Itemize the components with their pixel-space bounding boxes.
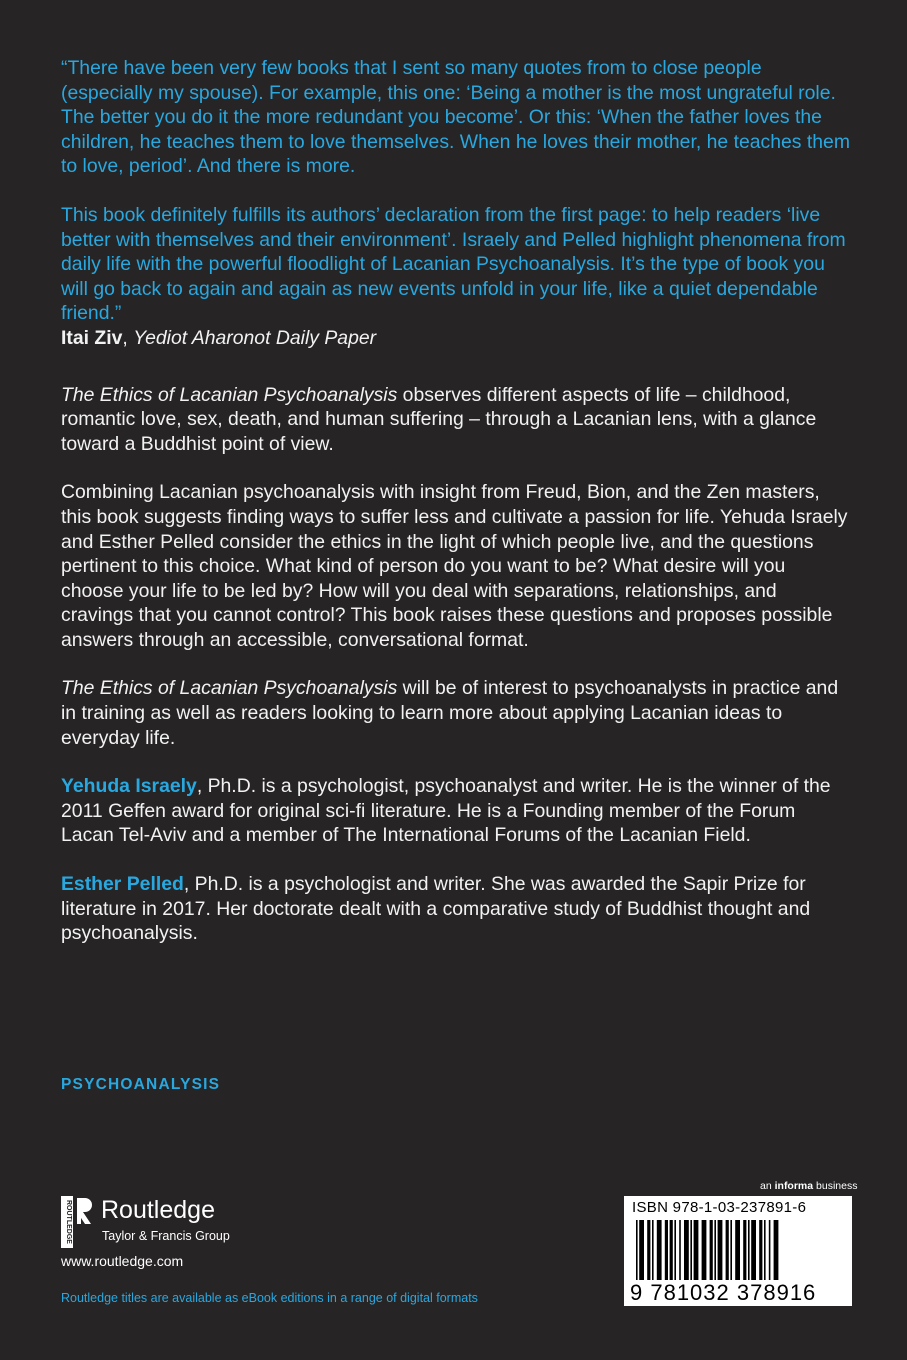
routledge-mark-text: ROUTLEDGE <box>65 1200 72 1244</box>
barcode-bar <box>636 1220 638 1280</box>
author-bio-text: , Ph.D. is a psychologist and writer. She was awarded the Sapir Prize for literature in 2017. Her doctorate dealt with a comparative study of Buddhist thought and psychoanalysis. <box>61 873 811 945</box>
book-title: The Ethics of Lacanian Psychoanalysis <box>61 677 398 700</box>
author-name: Esther Pelled <box>61 873 184 896</box>
barcode-bar <box>674 1220 676 1280</box>
barcode-bar <box>684 1220 689 1280</box>
barcode-bar <box>665 1220 668 1280</box>
barcode-bar <box>652 1220 654 1280</box>
barcode-bar <box>679 1220 681 1280</box>
barcode-bar <box>647 1220 650 1280</box>
description-paragraph-2: Combining Lacanian psychoanalysis with insight from Freud, Bion, and the Zen masters, this book suggests finding ways to suffer less and cultivate a passion for life. Yehuda Israely and Esther Pelled consider the ethics in the light of which people live, and the questions pertinent to this choice. What kind of person do you want to be? What desire will you choose your life to be led by? How will you deal with separations, relationships, and cravings that you cannot control? This book raises these questions and proposes possible answers through an accessible, conversational format. <box>61 481 848 651</box>
description-text: will be of interest to psychoanalysts in practice and in training as well as readers looking to learn more about applying Lacanian ideas to everyday life. <box>61 677 839 749</box>
review-quote-paragraph-2: This book definitely fulfills its authors’ declaration from the first page: to help readers ‘live better with themselves and their environment’. Israely and Pelled highlight phenomena from daily life with the powerful floodlight of Lacanian Psychoanalysis. It’s the type of book you will go back to again and again as new events unfold in your life, like a quiet dependable friend.” <box>61 203 846 325</box>
barcode-bar <box>714 1220 716 1280</box>
book-title: The Ethics of Lacanian Psychoanalysis <box>61 383 398 406</box>
barcode-bar <box>735 1220 740 1280</box>
barcode-bar <box>694 1220 699 1280</box>
barcode-bar <box>702 1220 707 1280</box>
isbn-label: ISBN 978-1-03-237891-6 <box>632 1199 807 1216</box>
barcode-number: 9 781032 378916 <box>630 1280 817 1305</box>
barcode-bar <box>639 1220 644 1280</box>
barcode-bar <box>690 1220 692 1280</box>
author-bio-2 <box>61 872 851 946</box>
publisher-logo <box>61 1196 261 1248</box>
informa-business: an informa business <box>760 1180 858 1192</box>
review-quote-paragraph-1: “There have been very few books that I sent so many quotes from to close people (especially my spouse). For example, this one: ‘Being a mother is the most ungrateful role. The better you do it the more redundant you become’. Or this: ‘When the father loves the children, he teaches them to love themselves. When he loves their mother, he teaches them to love, period’. And there is more. <box>61 57 850 178</box>
barcode-bar <box>774 1220 779 1280</box>
publisher-group: Taylor & Francis Group <box>102 1229 230 1243</box>
author-bio-1 <box>61 774 851 848</box>
author-name: Yehuda Israely <box>61 775 197 798</box>
review-attribution: Itai Ziv, Yediot Aharonot Daily Paper <box>61 326 377 349</box>
publisher-name: Routledge <box>101 1196 215 1224</box>
barcode-bar <box>730 1220 732 1280</box>
barcode-bar <box>670 1220 673 1280</box>
barcode-bar <box>710 1220 713 1280</box>
barcode-bar <box>726 1220 729 1280</box>
subject-category: PSYCHOANALYSIS <box>61 1076 221 1093</box>
review-source: Yediot Aharonot Daily Paper <box>133 326 377 349</box>
barcode-bar <box>769 1220 771 1280</box>
back-cover-text <box>61 56 851 946</box>
barcode-bar <box>764 1220 766 1280</box>
author-bio-text: , Ph.D. is a psychologist, psychoanalyst and writer. He is the winner of the 2011 Geffen award for original sci-fi literature. He is a Founding member of the Forum Lacan Tel-Aviv and a member of The International Forums of the Lacanian Field. <box>61 775 831 847</box>
description-paragraph-1 <box>61 383 851 457</box>
description-paragraph-3 <box>61 676 851 750</box>
barcode-bars <box>636 1220 842 1280</box>
barcode-bar <box>748 1220 750 1280</box>
review-author: Itai Ziv <box>61 326 123 349</box>
barcode-bar <box>751 1220 756 1280</box>
ebook-note: Routledge titles are available as eBook editions in a range of digital formats <box>61 1291 478 1305</box>
description-text: observes different aspects of life – childhood, romantic love, sex, death, and human suffering – through a Lacanian lens, with a glance toward a Buddhist point of view. <box>61 383 817 455</box>
isbn-barcode <box>624 1196 852 1306</box>
publisher-url[interactable]: www.routledge.com <box>61 1253 184 1269</box>
routledge-mark-icon <box>61 1196 93 1248</box>
barcode-bar <box>718 1220 723 1280</box>
barcode-bar <box>759 1220 762 1280</box>
barcode-bar <box>657 1220 662 1280</box>
barcode-bar <box>743 1220 746 1280</box>
